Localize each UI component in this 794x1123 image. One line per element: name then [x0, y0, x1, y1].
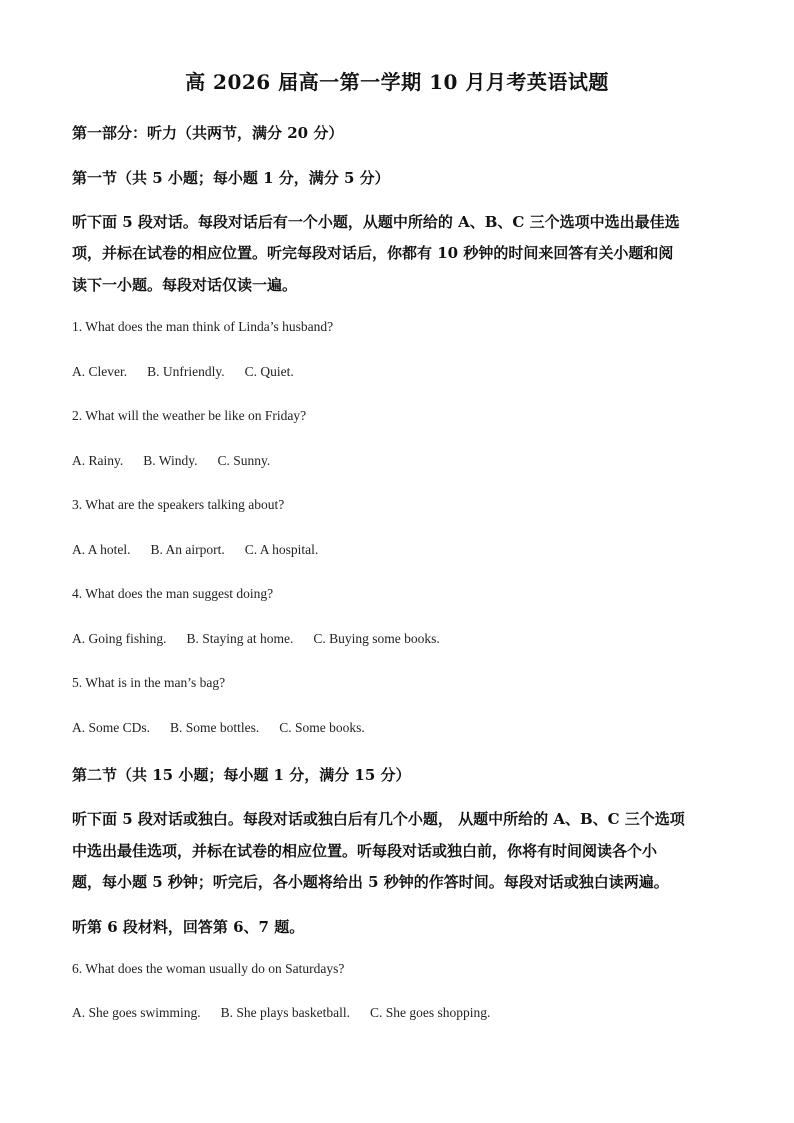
option-a: A. She goes swimming. [72, 1005, 201, 1020]
option-b: B. An airport. [150, 542, 225, 557]
section1-instruction-line: 听下面 5 段对话。每段对话后有一个小题，从题中所给的 A、B、C 三个选项中选出最佳选 [72, 213, 680, 231]
option-c: C. She goes shopping. [370, 1005, 491, 1020]
question-options [72, 364, 294, 380]
option-b: B. Unfriendly. [147, 364, 225, 379]
question-stem: 6. What does the woman usually do on Saturdays? [72, 961, 345, 976]
part1-heading: 第一部分：听力（共两节，满分 20 分） [72, 124, 344, 142]
section1-instruction-line: 读下一小题。每段对话仅读一遍。 [72, 276, 298, 294]
option-a: A. Clever. [72, 364, 128, 379]
option-c: C. Sunny. [217, 453, 271, 468]
section1-heading: 第一节（共 5 小题；每小题 1 分，满分 5 分） [72, 169, 390, 187]
option-c: C. Some books. [279, 720, 365, 735]
option-a: A. Some CDs. [72, 720, 151, 735]
question-options [72, 631, 440, 647]
option-c: C. A hospital. [244, 542, 319, 557]
question-stem: 1. What does the man think of Linda’s husband? [72, 319, 334, 334]
section2-instruction-line: 题，每小题 5 秒钟；听完后，各小题将给出 5 秒钟的作答时间。每段对话或独白读两遍。 [72, 873, 669, 891]
option-b: B. Staying at home. [186, 631, 294, 646]
option-c: C. Buying some books. [313, 631, 440, 646]
section2-instruction-line: 听下面 5 段对话或独白。每段对话或独白后有几个小题， 从题中所给的 A、B、C 三个选项 [72, 810, 685, 828]
question-options [72, 453, 270, 469]
option-b: B. Some bottles. [170, 720, 260, 735]
question-stem: 5. What is in the man’s bag? [72, 675, 226, 690]
question-options [72, 1005, 490, 1021]
section2-instruction-line: 中选出最佳选项，并标在试卷的相应位置。听每段对话或独白前，你将有时间阅读各个小 [72, 842, 658, 860]
option-b: B. Windy. [143, 453, 198, 468]
option-a: A. Going fishing. [72, 631, 167, 646]
question-stem: 3. What are the speakers talking about? [72, 497, 285, 512]
option-b: B. She plays basketball. [220, 1005, 350, 1020]
section2-heading: 第二节（共 15 小题；每小题 1 分，满分 15 分） [72, 766, 411, 784]
question-stem: 2. What will the weather be like on Friday? [72, 408, 307, 423]
exam-title: 高 2026 届高一第一学期 10 月月考英语试题 [185, 70, 609, 94]
option-c: C. Quiet. [244, 364, 294, 379]
material-note: 听第 6 段材料，回答第 6、7 题。 [72, 918, 305, 936]
question-options [72, 542, 318, 558]
section1-instruction-line: 项，并标在试卷的相应位置。听完每段对话后，你都有 10 秒钟的时间来回答有关小题和阅 [72, 244, 674, 262]
option-a: A. Rainy. [72, 453, 124, 468]
question-options [72, 720, 365, 736]
question-stem: 4. What does the man suggest doing? [72, 586, 274, 601]
option-a: A. A hotel. [72, 542, 131, 557]
